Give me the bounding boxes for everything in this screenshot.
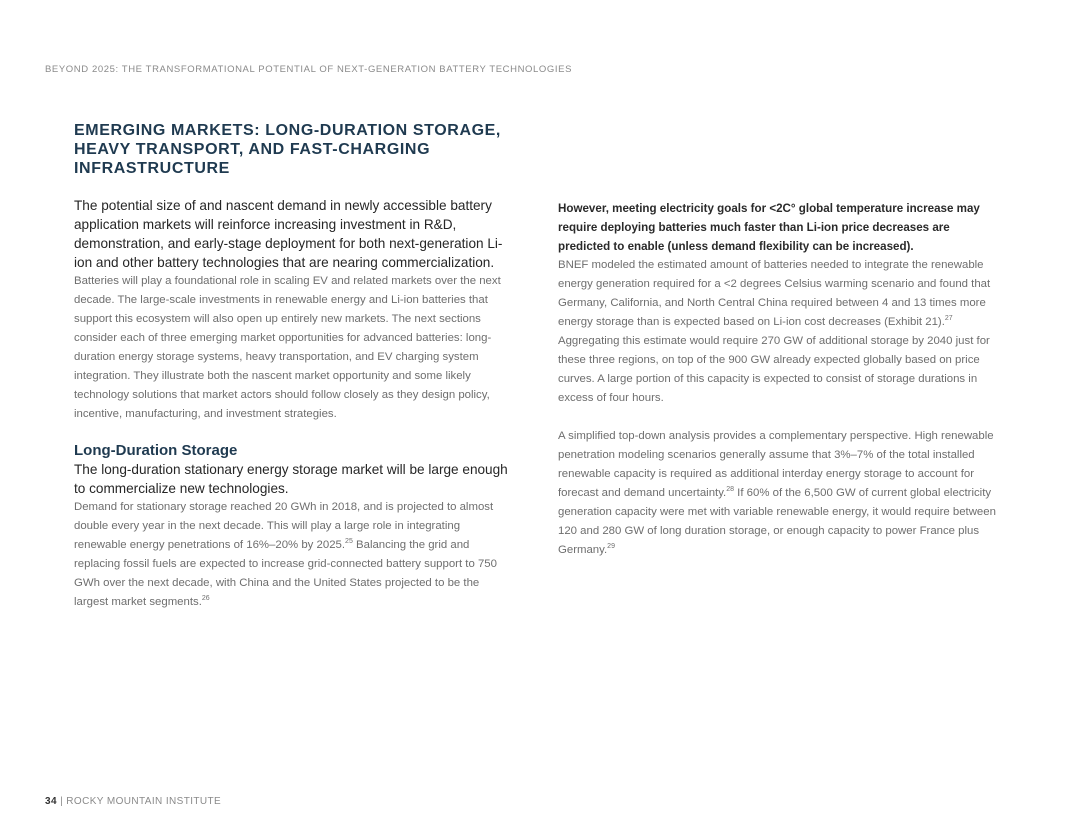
- bold-lead-paragraph: However, meeting electricity goals for <2C° global temperature increase may require deploying batteries much faster than Li-ion price decreases are predicted to enable (unless demand flexibility can be increased).: [558, 202, 980, 253]
- subsection-lead-paragraph: The long-duration stationary energy storage market will be large enough to commercialize new technologies.: [74, 462, 508, 496]
- subsection-body-paragraph: [74, 498, 514, 612]
- footer-organization: ROCKY MOUNTAIN INSTITUTE: [66, 796, 222, 807]
- body-text-span: A simplified top-down analysis provides a complementary perspective. High renewable penetration modeling scenarios generally assume that 3%–7% of the total installed renewable capacity is required as additional interday energy storage to account for forecast and demand uncertainty.: [558, 430, 994, 499]
- footnote-ref: 28: [726, 486, 735, 494]
- footnote-ref: 25: [345, 538, 353, 546]
- page-number: 34: [45, 796, 57, 807]
- footnote-ref: 27: [944, 315, 953, 323]
- subsection-title: Long-Duration Storage: [74, 442, 238, 459]
- section-title: EMERGING MARKETS: LONG-DURATION STORAGE, HEAVY TRANSPORT, AND FAST-CHARGING INFRASTRUCTURE: [74, 122, 501, 177]
- page-footer: [45, 796, 221, 807]
- body-text-span: Balancing the grid and replacing fossil fuels are expected to increase grid-connected battery support to 750 GWh over the next decade, with China and the United States projected to be the largest market segments.: [74, 539, 497, 608]
- running-header: BEYOND 2025: THE TRANSFORMATIONAL POTENTIAL OF NEXT-GENERATION BATTERY TECHNOLOGIES: [45, 64, 573, 75]
- right-column: [558, 199, 1003, 560]
- intro-body-paragraph: Batteries will play a foundational role in scaling EV and related markets over the next decade. The large-scale investments in renewable energy and Li-ion batteries that support this ecosystem will also open up entirely new markets. The next sections consider each of three emerging market opportunities for advanced batteries: long-duration energy storage systems, heavy transportation, and EV charging system integration. They illustrate both the nascent market opportunity and some likely technology solutions that market actors should follow closely as they design policy, incentive, manufacturing, and investment strategies.: [74, 275, 501, 420]
- body-text-span: BNEF modeled the estimated amount of batteries needed to integrate the renewable energy generation required for a <2 degrees Celsius warming scenario and found that Germany, California, and North Central China required between 4 and 13 times more energy storage than is expected based on Li-ion cost decreases (Exhibit 21).: [558, 259, 991, 328]
- left-column: [74, 121, 514, 612]
- body-text-span: Aggregating this estimate would require 270 GW of additional storage by 2040 just for these three regions, on top of the 900 GW already expected globally based on price curves. A large portion of this capacity is expected to consist of storage durations in excess of four hours.: [558, 335, 990, 404]
- intro-lead-paragraph: The potential size of and nascent demand in newly accessible battery application markets will reinforce increasing investment in R&D, demonstration, and early-stage deployment for both next-generation Li-ion and other battery technologies that are nearing commercialization.: [74, 198, 503, 270]
- body-text-span: Demand for stationary storage reached 20 GWh in 2018, and is projected to almost double every year in the next decade. This will play a large role in integrating renewable energy penetrations of 16%–20% by 2025.: [74, 501, 494, 551]
- right-body-paragraph-1: [558, 256, 1003, 408]
- footnote-ref: 29: [607, 543, 615, 551]
- right-body-paragraph-2: [558, 427, 1003, 560]
- footer-separator: |: [56, 796, 67, 807]
- body-text-span: If 60% of the 6,500 GW of current global electricity generation capacity were met with variable renewable energy, it would require between 120 and 280 GW of long duration storage, or enough capacity to power France plus Germany.: [558, 487, 996, 556]
- footnote-ref: 26: [201, 595, 210, 603]
